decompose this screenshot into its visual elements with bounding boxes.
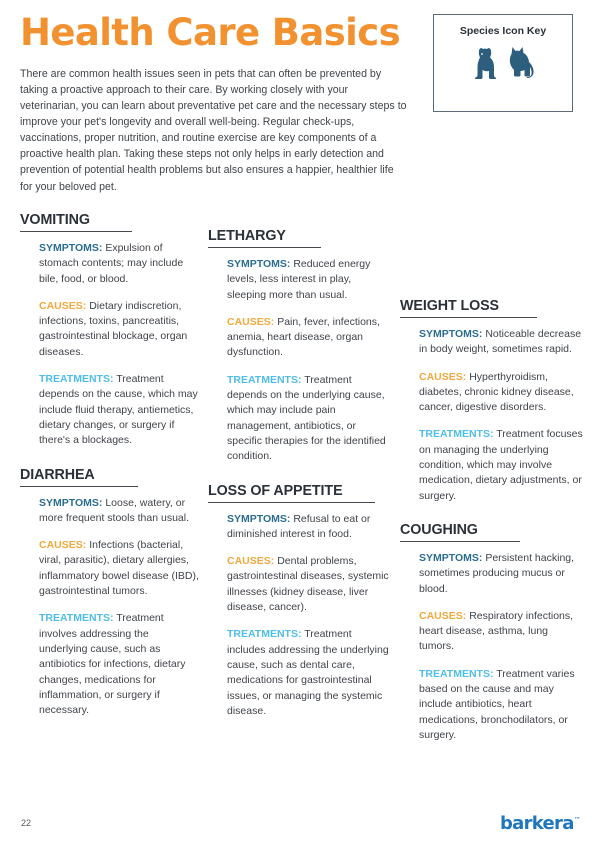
entry-treatments [419,427,585,503]
text-treatments: Treatment depends on the cause, which may include fluid therapy, antiemetics, dietary changes, or surgery if there's a blockages. [39,373,198,447]
entry-treatments [227,627,390,719]
entries-coughing [400,551,585,743]
label-treatments: TREATMENTS: [227,373,302,386]
section-heading-vomiting: VOMITING [20,212,132,232]
spacer [400,508,585,522]
column-1 [20,212,200,722]
label-causes: CAUSES: [39,299,87,312]
text-treatments: Treatment depends on the underlying cause, which may include pain management, antibiotics, or specific therapies for the identified condition. [227,373,386,463]
entry-treatments [39,611,200,718]
entries-vomiting [20,241,200,449]
section-heading-coughing: COUGHING [400,522,520,542]
spacer [208,469,390,483]
text-symptoms: Refusal to eat or diminished interest in food. [227,512,371,540]
section-heading-weight-loss: WEIGHT LOSS [400,298,537,318]
entries-lethargy [208,257,390,465]
section-weight-loss [400,298,585,504]
page-number: 22 [21,818,32,828]
entry-symptoms [419,327,585,358]
text-treatments: Treatment includes addressing the underlying cause, such as dental care, medications for gastrointestinal issues, or managing the systemic disease. [227,628,389,717]
text-causes: Infections (bacterial, viral, parasitic), dietary allergies, inflammatory bowel disease (IBD), gastrointestinal tumors. [39,539,199,598]
text-symptoms: Reduced energy levels, less interest in play, sleeping more than usual. [227,258,371,301]
intro-paragraph: There are common health issues seen in pets that can often be prevented by taking a proactive approach to their care. By working closely with your veterinarian, you can learn about preventative pet care and the necessary steps to improve your pet's longevity and overall well-being. Regular check-ups, vaccinations, proper nutrition, and routine exercise are key components of a proactive health plan. Taking these steps not only helps in early detection and prevention of potential health problems but also ensures a happier, healthier life for your beloved pet. [20,67,407,193]
entry-symptoms [419,551,585,597]
entry-symptoms [227,512,390,543]
text-symptoms: Loose, watery, or more frequent stools than usual. [39,496,190,524]
section-heading-loss-of-appetite: LOSS OF APPETITE [208,483,375,503]
label-treatments: TREATMENTS: [419,667,494,680]
species-key-title: Species Icon Key [459,25,547,37]
text-causes: Respiratory infections, heart disease, asthma, lung tumors. [419,609,574,653]
label-treatments: TREATMENTS: [227,628,302,641]
text-symptoms: Persistent hacking, sometimes producing mucus or blood. [419,551,575,595]
label-symptoms: SYMPTOMS: [227,258,291,270]
entry-treatments [227,373,390,465]
label-causes: CAUSES: [419,370,467,383]
label-symptoms: SYMPTOMS: [39,242,103,254]
section-heading-lethargy: LETHARGY [208,228,321,248]
label-causes: CAUSES: [419,609,467,622]
text-causes: Dietary indiscretion, infections, toxins, pancreatitis, gastrointestinal blockage, organ diseases. [39,299,188,358]
column-3 [400,298,585,747]
section-diarrhea [20,467,200,719]
label-symptoms: SYMPTOMS: [419,551,483,564]
entry-causes [419,609,585,655]
species-icon-key-box [433,14,573,112]
spacer [20,453,200,467]
entry-symptoms [39,496,200,527]
text-treatments: Treatment involves addressing the underlying cause, such as antibiotics for infections, dietary changes, medications for inflammation, or surgery if necessary. [39,612,186,717]
entry-causes [227,554,390,615]
label-symptoms: SYMPTOMS: [227,512,291,525]
section-heading-diarrhea: DIARRHEA [20,467,138,487]
entry-causes [39,299,200,360]
text-symptoms: Noticeable decrease in body weight, sometimes rapid. [419,328,582,356]
entry-treatments [419,667,585,743]
section-coughing [400,522,585,743]
entry-causes [419,370,585,416]
entry-symptoms [227,257,390,303]
label-causes: CAUSES: [227,315,275,328]
section-lethargy [208,228,390,465]
brand-logo-text: barkera [499,813,574,834]
entry-causes [227,315,390,361]
dog-silhouette-icon [472,46,502,82]
label-treatments: TREATMENTS: [419,428,494,441]
label-treatments: TREATMENTS: [39,373,114,386]
label-treatments: TREATMENTS: [39,612,114,625]
cat-silhouette-icon [506,42,534,82]
label-symptoms: SYMPTOMS: [419,328,483,340]
text-symptoms: Expulsion of stomach contents; may include bile, food, or blood. [39,242,184,285]
trademark-symbol: ™ [573,816,580,824]
page-title: Health Care Basics [20,11,400,54]
label-causes: CAUSES: [39,539,87,552]
column-2 [208,228,390,723]
text-treatments: Treatment varies based on the cause and may include antibiotics, heart medications, bronchodilators, or surgery. [419,667,575,741]
species-key-icons [472,42,534,82]
text-treatments: Treatment focuses on managing the underlying condition, which may involve medication, dietary adjustments, or surgery. [419,428,583,502]
text-causes: Dental problems, gastrointestinal diseases, systemic illnesses (kidney disease, liver disease, cancer). [227,555,389,614]
entry-causes [39,538,200,599]
section-loss-of-appetite [208,483,390,720]
label-causes: CAUSES: [227,555,275,568]
brand-logo [500,815,580,833]
text-causes: Pain, fever, infections, anemia, heart disease, organ dysfunction. [227,315,380,359]
section-vomiting [20,212,200,449]
label-symptoms: SYMPTOMS: [39,496,103,509]
entries-loss-of-appetite [208,512,390,720]
text-causes: Hyperthyroidism, diabetes, chronic kidney disease, cancer, digestive disorders. [419,370,574,414]
page-header [20,11,420,195]
entry-symptoms [39,241,200,287]
entries-weight-loss [400,327,585,504]
entries-diarrhea [20,496,200,719]
entry-treatments [39,372,200,448]
